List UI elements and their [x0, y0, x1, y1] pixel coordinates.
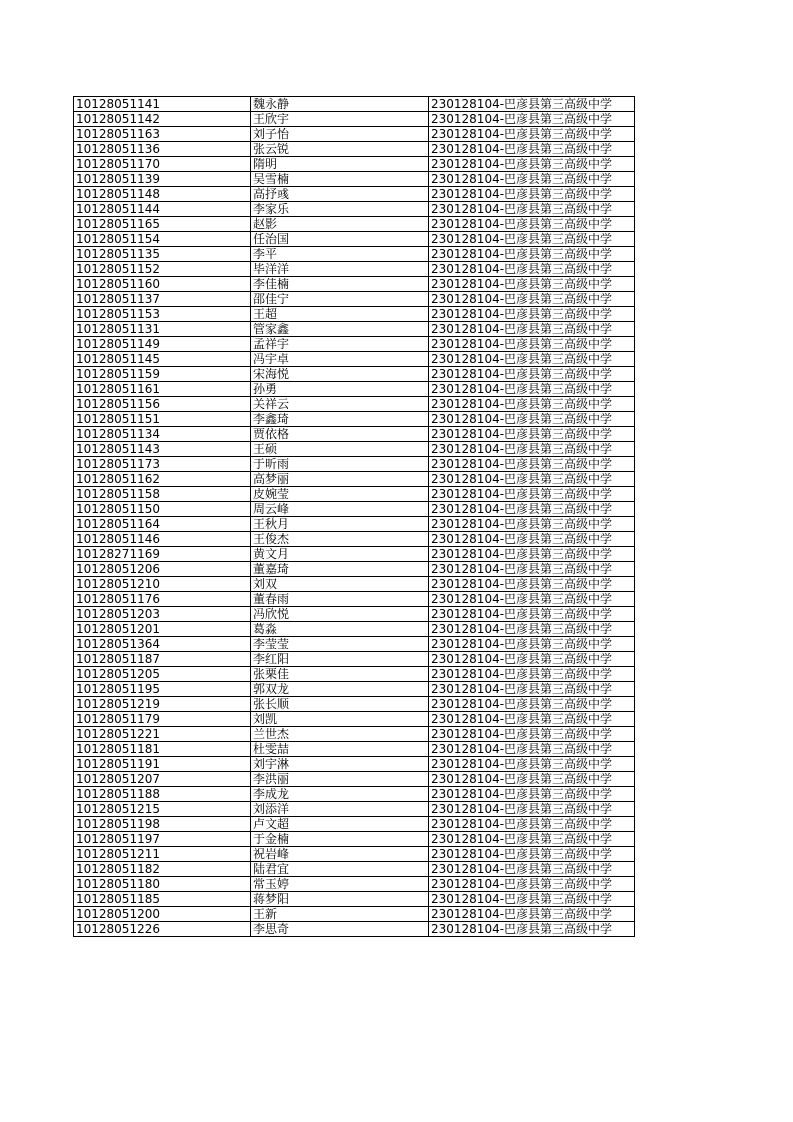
student-name-cell: 周云峰	[251, 502, 429, 517]
exam-id-cell: 10128051221	[74, 727, 251, 742]
school-cell: 230128104-巴彦县第三高级中学	[429, 637, 635, 652]
school-cell: 230128104-巴彦县第三高级中学	[429, 907, 635, 922]
table-row	[74, 427, 635, 442]
school-cell: 230128104-巴彦县第三高级中学	[429, 532, 635, 547]
student-name-cell: 董春雨	[251, 592, 429, 607]
exam-id-cell: 10128051156	[74, 397, 251, 412]
student-name-cell: 于金楠	[251, 832, 429, 847]
exam-id-cell: 10128271169	[74, 547, 251, 562]
table-row	[74, 352, 635, 367]
table-body	[74, 97, 635, 937]
student-name-cell: 李佳楠	[251, 277, 429, 292]
exam-id-cell: 10128051148	[74, 187, 251, 202]
exam-id-cell: 10128051207	[74, 772, 251, 787]
student-name-cell: 隋明	[251, 157, 429, 172]
school-cell: 230128104-巴彦县第三高级中学	[429, 97, 635, 112]
school-cell: 230128104-巴彦县第三高级中学	[429, 142, 635, 157]
student-name-cell: 皮婉莹	[251, 487, 429, 502]
student-name-cell: 吴雪楠	[251, 172, 429, 187]
school-cell: 230128104-巴彦县第三高级中学	[429, 487, 635, 502]
exam-id-cell: 10128051131	[74, 322, 251, 337]
table-row	[74, 172, 635, 187]
table-row	[74, 577, 635, 592]
table-row	[74, 322, 635, 337]
student-name-cell: 高抒彧	[251, 187, 429, 202]
school-cell: 230128104-巴彦县第三高级中学	[429, 472, 635, 487]
student-name-cell: 王俊杰	[251, 532, 429, 547]
school-cell: 230128104-巴彦县第三高级中学	[429, 502, 635, 517]
school-cell: 230128104-巴彦县第三高级中学	[429, 847, 635, 862]
table-row	[74, 772, 635, 787]
school-cell: 230128104-巴彦县第三高级中学	[429, 277, 635, 292]
table-row	[74, 637, 635, 652]
student-name-cell: 管家鑫	[251, 322, 429, 337]
exam-id-cell: 10128051159	[74, 367, 251, 382]
student-name-cell: 张长顺	[251, 697, 429, 712]
school-cell: 230128104-巴彦县第三高级中学	[429, 517, 635, 532]
exam-id-cell: 10128051137	[74, 292, 251, 307]
table-row	[74, 667, 635, 682]
school-cell: 230128104-巴彦县第三高级中学	[429, 862, 635, 877]
student-name-cell: 刘凯	[251, 712, 429, 727]
school-cell: 230128104-巴彦县第三高级中学	[429, 742, 635, 757]
table-row	[74, 787, 635, 802]
exam-id-cell: 10128051173	[74, 457, 251, 472]
school-cell: 230128104-巴彦县第三高级中学	[429, 697, 635, 712]
exam-id-cell: 10128051197	[74, 832, 251, 847]
student-name-cell: 常玉婷	[251, 877, 429, 892]
school-cell: 230128104-巴彦县第三高级中学	[429, 592, 635, 607]
school-cell: 230128104-巴彦县第三高级中学	[429, 772, 635, 787]
exam-id-cell: 10128051134	[74, 427, 251, 442]
table-row	[74, 262, 635, 277]
student-name-cell: 刘添洋	[251, 802, 429, 817]
student-name-cell: 赵影	[251, 217, 429, 232]
table-row	[74, 217, 635, 232]
student-name-cell: 李成龙	[251, 787, 429, 802]
student-name-cell: 冯宇卓	[251, 352, 429, 367]
exam-id-cell: 10128051210	[74, 577, 251, 592]
exam-id-cell: 10128051179	[74, 712, 251, 727]
table-row	[74, 727, 635, 742]
exam-id-cell: 10128051142	[74, 112, 251, 127]
table-row	[74, 817, 635, 832]
school-cell: 230128104-巴彦县第三高级中学	[429, 187, 635, 202]
exam-id-cell: 10128051182	[74, 862, 251, 877]
table-row	[74, 532, 635, 547]
exam-id-cell: 10128051203	[74, 607, 251, 622]
student-name-cell: 任治国	[251, 232, 429, 247]
table-row	[74, 922, 635, 937]
table-row	[74, 277, 635, 292]
school-cell: 230128104-巴彦县第三高级中学	[429, 232, 635, 247]
table-row	[74, 622, 635, 637]
exam-id-cell: 10128051226	[74, 922, 251, 937]
table-row	[74, 472, 635, 487]
student-name-cell: 宋海悦	[251, 367, 429, 382]
table-row	[74, 487, 635, 502]
exam-id-cell: 10128051135	[74, 247, 251, 262]
student-name-cell: 张云锐	[251, 142, 429, 157]
exam-id-cell: 10128051176	[74, 592, 251, 607]
exam-id-cell: 10128051170	[74, 157, 251, 172]
school-cell: 230128104-巴彦县第三高级中学	[429, 607, 635, 622]
school-cell: 230128104-巴彦县第三高级中学	[429, 337, 635, 352]
table-row	[74, 232, 635, 247]
school-cell: 230128104-巴彦县第三高级中学	[429, 352, 635, 367]
exam-id-cell: 10128051154	[74, 232, 251, 247]
student-name-cell: 蒋梦阳	[251, 892, 429, 907]
exam-id-cell: 10128051364	[74, 637, 251, 652]
exam-id-cell: 10128051136	[74, 142, 251, 157]
school-cell: 230128104-巴彦县第三高级中学	[429, 457, 635, 472]
exam-id-cell: 10128051161	[74, 382, 251, 397]
exam-id-cell: 10128051211	[74, 847, 251, 862]
student-name-cell: 关祥云	[251, 397, 429, 412]
school-cell: 230128104-巴彦县第三高级中学	[429, 652, 635, 667]
exam-id-cell: 10128051141	[74, 97, 251, 112]
school-cell: 230128104-巴彦县第三高级中学	[429, 157, 635, 172]
table-row	[74, 412, 635, 427]
table-row	[74, 112, 635, 127]
table-row	[74, 517, 635, 532]
student-name-cell: 高梦丽	[251, 472, 429, 487]
student-name-cell: 刘宇淋	[251, 757, 429, 772]
exam-id-cell: 10128051149	[74, 337, 251, 352]
table-row	[74, 652, 635, 667]
exam-id-cell: 10128051158	[74, 487, 251, 502]
table-row	[74, 862, 635, 877]
table-row	[74, 592, 635, 607]
school-cell: 230128104-巴彦县第三高级中学	[429, 562, 635, 577]
exam-id-cell: 10128051164	[74, 517, 251, 532]
table-row	[74, 607, 635, 622]
exam-id-cell: 10128051144	[74, 202, 251, 217]
exam-id-cell: 10128051181	[74, 742, 251, 757]
student-name-cell: 葛淼	[251, 622, 429, 637]
table-row	[74, 442, 635, 457]
student-name-cell: 黄文月	[251, 547, 429, 562]
table-row	[74, 157, 635, 172]
student-name-cell: 张栗佳	[251, 667, 429, 682]
exam-id-cell: 10128051185	[74, 892, 251, 907]
school-cell: 230128104-巴彦县第三高级中学	[429, 547, 635, 562]
student-name-cell: 邵佳宁	[251, 292, 429, 307]
exam-id-cell: 10128051191	[74, 757, 251, 772]
table-row	[74, 877, 635, 892]
table-row	[74, 307, 635, 322]
school-cell: 230128104-巴彦县第三高级中学	[429, 397, 635, 412]
table-row	[74, 742, 635, 757]
table-row	[74, 892, 635, 907]
student-name-cell: 王新	[251, 907, 429, 922]
table-row	[74, 847, 635, 862]
exam-id-cell: 10128051160	[74, 277, 251, 292]
student-name-cell: 祝岩峰	[251, 847, 429, 862]
student-name-cell: 李莹莹	[251, 637, 429, 652]
student-name-cell: 毕洋洋	[251, 262, 429, 277]
student-name-cell: 王秋月	[251, 517, 429, 532]
school-cell: 230128104-巴彦县第三高级中学	[429, 757, 635, 772]
student-name-cell: 刘子怡	[251, 127, 429, 142]
school-cell: 230128104-巴彦县第三高级中学	[429, 802, 635, 817]
school-cell: 230128104-巴彦县第三高级中学	[429, 307, 635, 322]
exam-id-cell: 10128051139	[74, 172, 251, 187]
table-row	[74, 697, 635, 712]
exam-id-cell: 10128051165	[74, 217, 251, 232]
exam-id-cell: 10128051215	[74, 802, 251, 817]
exam-id-cell: 10128051146	[74, 532, 251, 547]
student-name-cell: 李家乐	[251, 202, 429, 217]
student-name-cell: 兰世杰	[251, 727, 429, 742]
student-name-cell: 李平	[251, 247, 429, 262]
school-cell: 230128104-巴彦县第三高级中学	[429, 217, 635, 232]
table-row	[74, 457, 635, 472]
table-row	[74, 502, 635, 517]
table-row	[74, 382, 635, 397]
table-row	[74, 832, 635, 847]
student-name-cell: 孟祥宇	[251, 337, 429, 352]
student-name-cell: 郭双龙	[251, 682, 429, 697]
exam-id-cell: 10128051151	[74, 412, 251, 427]
exam-id-cell: 10128051145	[74, 352, 251, 367]
student-name-cell: 杜雯喆	[251, 742, 429, 757]
table-row	[74, 547, 635, 562]
student-name-cell: 李思奇	[251, 922, 429, 937]
student-table	[73, 96, 635, 937]
student-name-cell: 于昕雨	[251, 457, 429, 472]
table-row	[74, 397, 635, 412]
table-row	[74, 142, 635, 157]
exam-id-cell: 10128051143	[74, 442, 251, 457]
exam-id-cell: 10128051150	[74, 502, 251, 517]
school-cell: 230128104-巴彦县第三高级中学	[429, 892, 635, 907]
table-row	[74, 757, 635, 772]
table-row	[74, 187, 635, 202]
student-name-cell: 李红阳	[251, 652, 429, 667]
exam-id-cell: 10128051152	[74, 262, 251, 277]
student-name-cell: 王超	[251, 307, 429, 322]
exam-id-cell: 10128051200	[74, 907, 251, 922]
school-cell: 230128104-巴彦县第三高级中学	[429, 727, 635, 742]
school-cell: 230128104-巴彦县第三高级中学	[429, 787, 635, 802]
table-row	[74, 712, 635, 727]
school-cell: 230128104-巴彦县第三高级中学	[429, 172, 635, 187]
student-name-cell: 魏永静	[251, 97, 429, 112]
exam-id-cell: 10128051195	[74, 682, 251, 697]
table-row	[74, 802, 635, 817]
exam-id-cell: 10128051180	[74, 877, 251, 892]
student-name-cell: 陆君宜	[251, 862, 429, 877]
school-cell: 230128104-巴彦县第三高级中学	[429, 412, 635, 427]
exam-id-cell: 10128051162	[74, 472, 251, 487]
school-cell: 230128104-巴彦县第三高级中学	[429, 202, 635, 217]
exam-id-cell: 10128051187	[74, 652, 251, 667]
table-row	[74, 367, 635, 382]
table-row	[74, 907, 635, 922]
exam-id-cell: 10128051188	[74, 787, 251, 802]
school-cell: 230128104-巴彦县第三高级中学	[429, 292, 635, 307]
school-cell: 230128104-巴彦县第三高级中学	[429, 322, 635, 337]
school-cell: 230128104-巴彦县第三高级中学	[429, 832, 635, 847]
table-row	[74, 97, 635, 112]
student-name-cell: 董嘉琦	[251, 562, 429, 577]
table-row	[74, 247, 635, 262]
school-cell: 230128104-巴彦县第三高级中学	[429, 442, 635, 457]
school-cell: 230128104-巴彦县第三高级中学	[429, 382, 635, 397]
table-row	[74, 337, 635, 352]
school-cell: 230128104-巴彦县第三高级中学	[429, 682, 635, 697]
student-name-cell: 李鑫琦	[251, 412, 429, 427]
table-row	[74, 202, 635, 217]
student-name-cell: 李洪丽	[251, 772, 429, 787]
exam-id-cell: 10128051153	[74, 307, 251, 322]
table-row	[74, 127, 635, 142]
school-cell: 230128104-巴彦县第三高级中学	[429, 922, 635, 937]
school-cell: 230128104-巴彦县第三高级中学	[429, 127, 635, 142]
school-cell: 230128104-巴彦县第三高级中学	[429, 367, 635, 382]
exam-id-cell: 10128051201	[74, 622, 251, 637]
exam-id-cell: 10128051198	[74, 817, 251, 832]
school-cell: 230128104-巴彦县第三高级中学	[429, 877, 635, 892]
table-row	[74, 682, 635, 697]
school-cell: 230128104-巴彦县第三高级中学	[429, 817, 635, 832]
student-name-cell: 贾依格	[251, 427, 429, 442]
school-cell: 230128104-巴彦县第三高级中学	[429, 112, 635, 127]
school-cell: 230128104-巴彦县第三高级中学	[429, 712, 635, 727]
student-name-cell: 刘双	[251, 577, 429, 592]
school-cell: 230128104-巴彦县第三高级中学	[429, 262, 635, 277]
school-cell: 230128104-巴彦县第三高级中学	[429, 427, 635, 442]
student-name-cell: 冯欣悦	[251, 607, 429, 622]
student-name-cell: 孙勇	[251, 382, 429, 397]
exam-id-cell: 10128051219	[74, 697, 251, 712]
student-name-cell: 卢文超	[251, 817, 429, 832]
exam-id-cell: 10128051206	[74, 562, 251, 577]
student-name-cell: 王硕	[251, 442, 429, 457]
exam-id-cell: 10128051163	[74, 127, 251, 142]
school-cell: 230128104-巴彦县第三高级中学	[429, 622, 635, 637]
exam-id-cell: 10128051205	[74, 667, 251, 682]
student-name-cell: 王欣宇	[251, 112, 429, 127]
school-cell: 230128104-巴彦县第三高级中学	[429, 247, 635, 262]
table-row	[74, 562, 635, 577]
school-cell: 230128104-巴彦县第三高级中学	[429, 667, 635, 682]
school-cell: 230128104-巴彦县第三高级中学	[429, 577, 635, 592]
table-row	[74, 292, 635, 307]
